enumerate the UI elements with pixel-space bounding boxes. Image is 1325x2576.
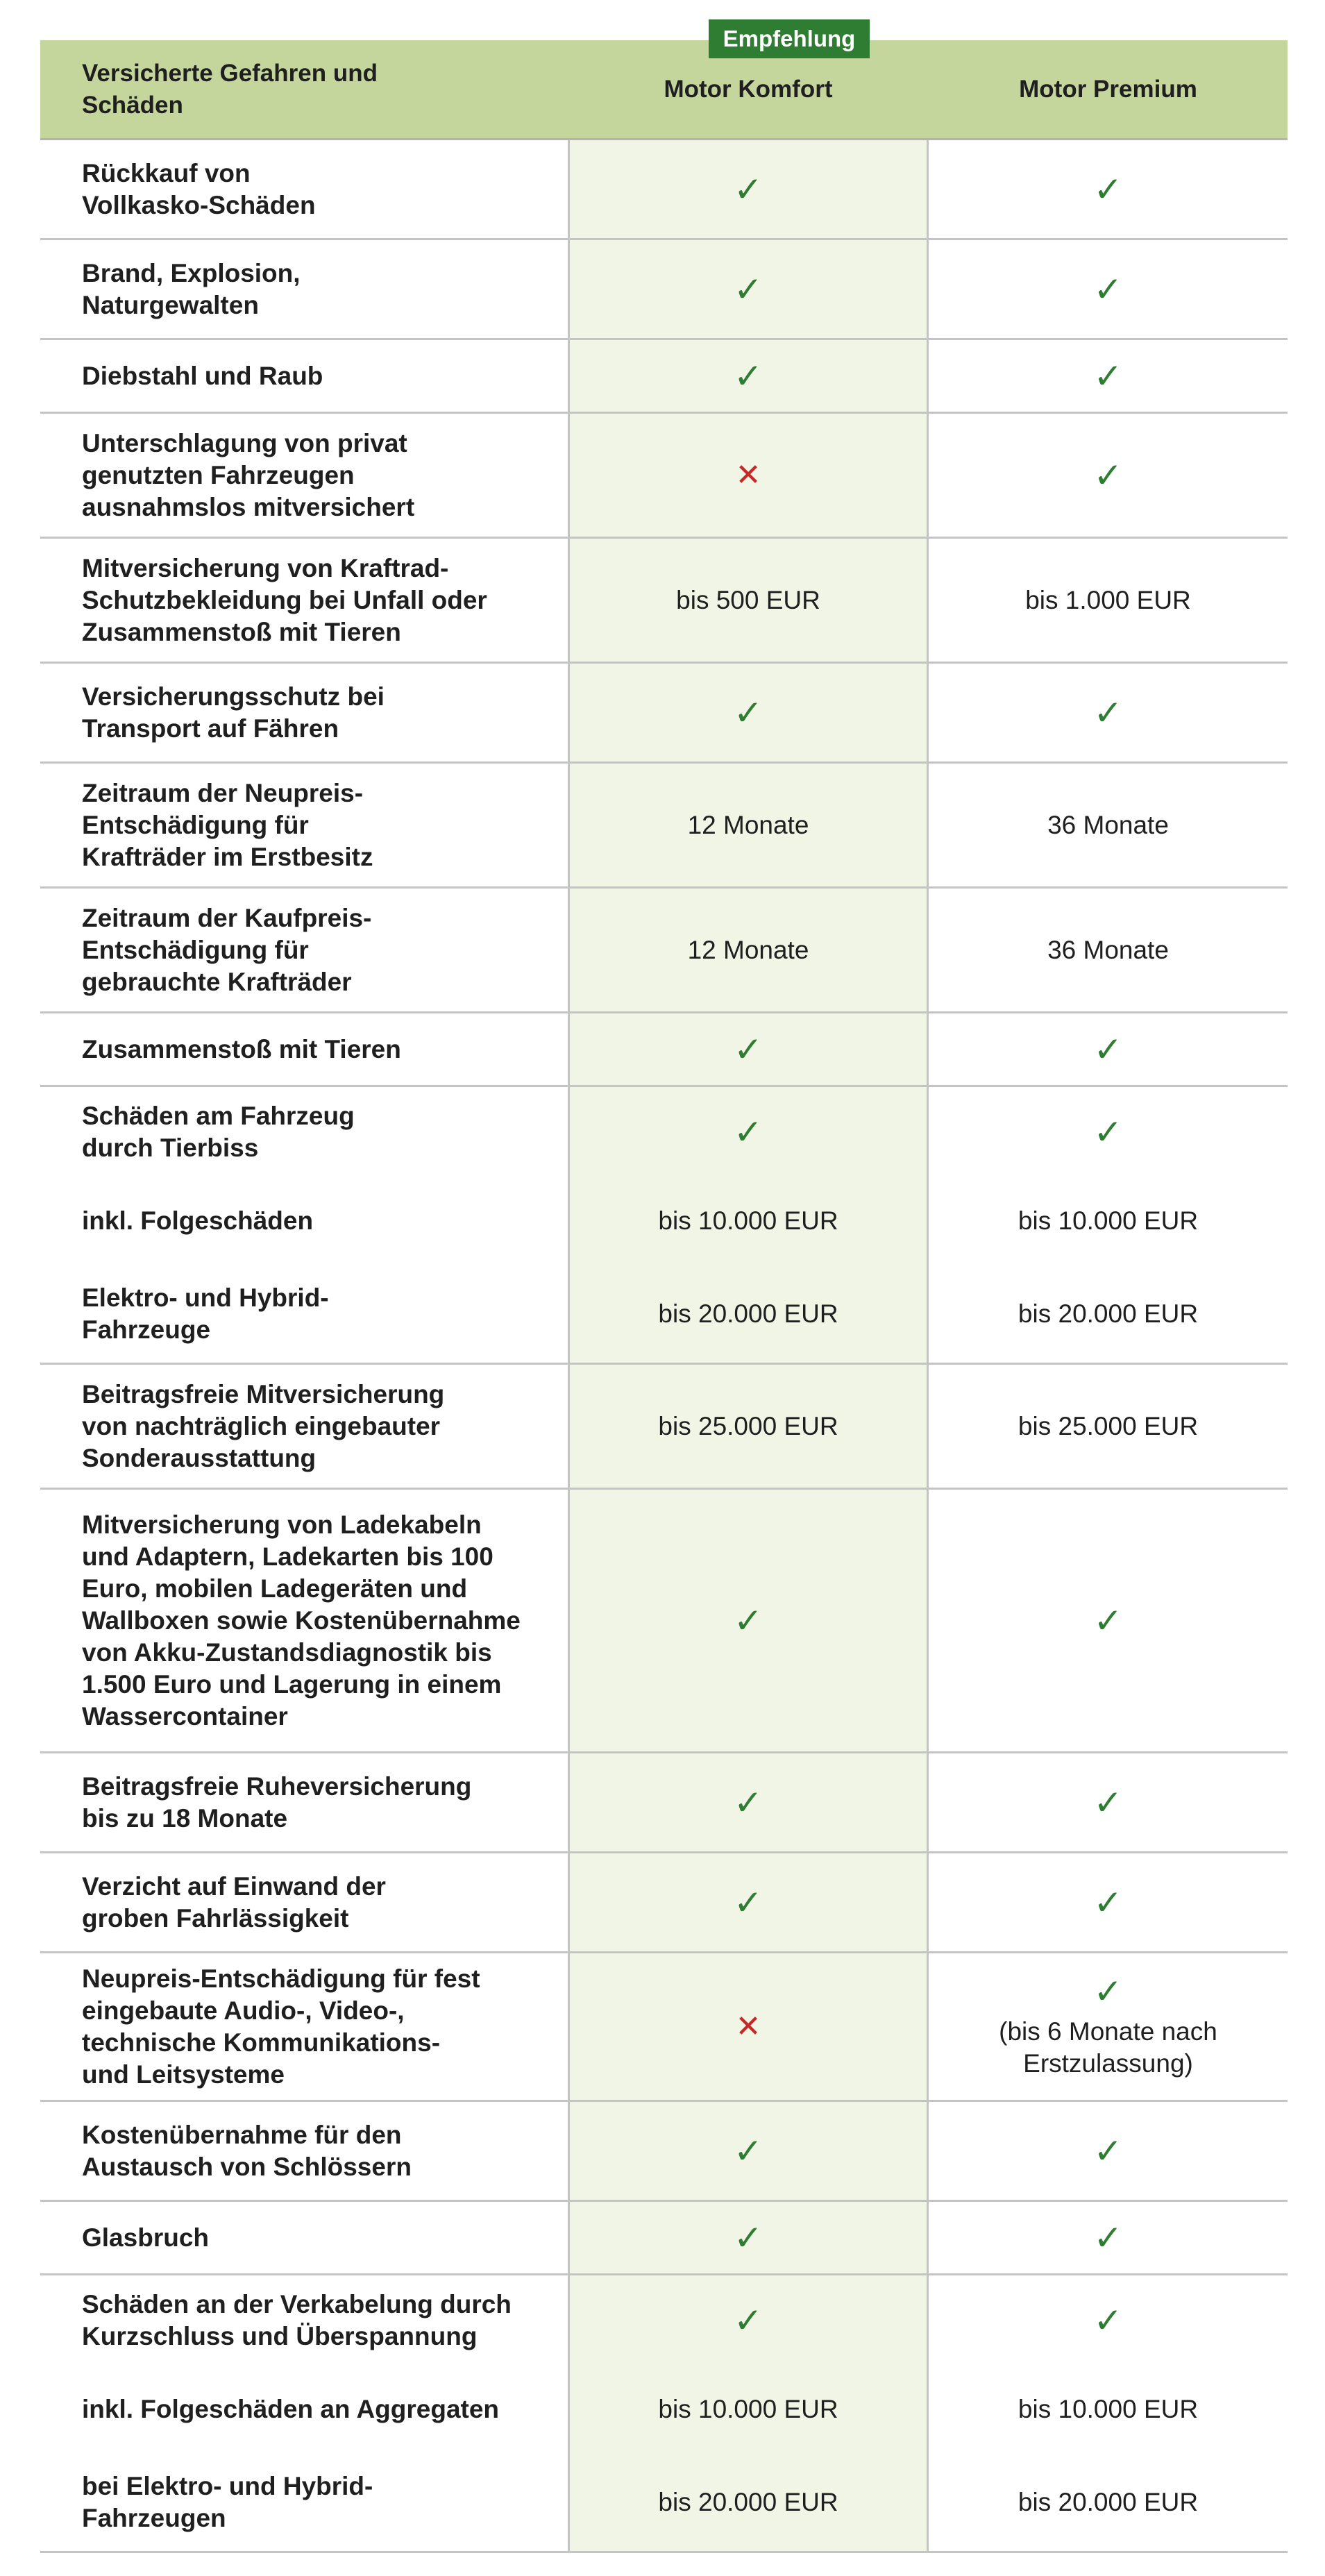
risk-label: Mitversicherung von Ladekabeln und Adaptern, Ladekarten bis 100 Euro, mobilen Ladegeräten und Wallboxen sowie Kostenübernahme von Akku-Zustandsdiagnostik bis 1.500 Euro und Lagerung in einem Wassercontainer (82, 1510, 521, 1731)
risk-label: inkl. Folgeschäden an Aggregaten (82, 2394, 500, 2423)
check-icon: ✓ (1093, 269, 1123, 309)
check-icon: ✓ (734, 693, 763, 732)
check-icon: ✓ (1093, 356, 1123, 396)
sub-row-komfort (658, 2453, 838, 2551)
risk-label-cell (40, 340, 568, 412)
premium-value: bis 10.000 EUR (1018, 1206, 1199, 1235)
check-icon: ✓ (1093, 1783, 1123, 1822)
check-icon: ✓ (1093, 1601, 1123, 1640)
komfort-cell (568, 1490, 929, 1751)
premium-cell (929, 1087, 1288, 1363)
risk-label: Beitragsfreie Ruheversicherung bis zu 18 Monate (82, 1771, 472, 1833)
sub-row-premium (1094, 2275, 1123, 2365)
komfort-cell (568, 2275, 929, 2551)
header-premium-label: Motor Premium (1019, 75, 1197, 103)
risk-label: Neupreis-Entschädigung für fest eingebaute Audio-, Video-, technische Kommunikations- und Leitsysteme (82, 1964, 480, 2089)
sub-row-premium (1094, 1087, 1123, 1177)
komfort-cell (568, 889, 929, 1011)
risk-label-cell (40, 1853, 568, 1951)
risk-label: Unterschlagung von privat genutzten Fahrzeugen ausnahmslos mitversichert (82, 428, 415, 521)
cross-icon: ✕ (735, 2009, 761, 2044)
sub-row-komfort (658, 1265, 838, 1363)
premium-cell (929, 1753, 1288, 1851)
risk-label-cell (40, 1365, 568, 1488)
premium-cell (929, 2102, 1288, 2200)
table-row (40, 1013, 1288, 1087)
risk-label-cell (40, 1087, 568, 1363)
komfort-value: 12 Monate (687, 935, 809, 964)
table-row (40, 1853, 1288, 1953)
premium-cell (929, 1365, 1288, 1488)
sub-row-label (82, 1087, 554, 1177)
risk-label-cell (40, 2202, 568, 2273)
premium-cell (929, 539, 1288, 662)
header-risks-label: Versicherte Gefahren und Schäden (82, 59, 378, 119)
sub-row-label (82, 2453, 554, 2551)
komfort-cell (568, 1013, 929, 1085)
risk-label: Brand, Explosion, Naturgewalten (82, 258, 301, 319)
premium-value: 36 Monate (1047, 935, 1169, 964)
risk-label: Kostenübernahme für den Austausch von Schlössern (82, 2120, 412, 2181)
check-icon: ✓ (734, 2218, 763, 2257)
premium-cell (929, 140, 1288, 238)
risk-label-cell (40, 889, 568, 1011)
komfort-cell (568, 414, 929, 537)
table-row (40, 1753, 1288, 1853)
premium-value: bis 20.000 EUR (1018, 1299, 1199, 1328)
table-row (40, 1365, 1288, 1490)
risk-label: bei Elektro- und Hybrid- Fahrzeugen (82, 2471, 373, 2532)
risk-label: inkl. Folgeschäden (82, 1206, 314, 1235)
check-icon: ✓ (1093, 1971, 1123, 2011)
premium-cell (929, 2202, 1288, 2273)
komfort-cell (568, 1087, 929, 1363)
table-row (40, 140, 1288, 240)
risk-label-cell (40, 2275, 568, 2551)
check-icon: ✓ (734, 1601, 763, 1640)
sub-row-label (82, 1177, 554, 1265)
sub-row-komfort (734, 1087, 763, 1177)
check-icon: ✓ (1093, 1112, 1123, 1152)
komfort-value: bis 10.000 EUR (658, 2394, 838, 2423)
sub-row-premium (1018, 1177, 1198, 1265)
table-row (40, 2102, 1288, 2202)
premium-cell (929, 340, 1288, 412)
komfort-value: bis 10.000 EUR (658, 1206, 838, 1235)
premium-cell (929, 764, 1288, 886)
sub-row-komfort (658, 2365, 838, 2453)
table-row (40, 539, 1288, 664)
table-row (40, 1490, 1288, 1753)
table-row (40, 2202, 1288, 2275)
premium-cell (929, 414, 1288, 537)
check-icon: ✓ (1093, 2131, 1123, 2171)
premium-cell (929, 1853, 1288, 1951)
risk-label-cell (40, 1490, 568, 1751)
check-icon: ✓ (734, 1783, 763, 1822)
risk-label: Mitversicherung von Kraftrad- Schutzbekleidung bei Unfall oder Zusammenstoß mit Tieren (82, 553, 487, 646)
risk-label: Zeitraum der Kaufpreis- Entschädigung für gebrauchte Krafträder (82, 903, 372, 996)
premium-cell (929, 240, 1288, 338)
komfort-cell (568, 664, 929, 761)
sub-row-label (82, 2365, 554, 2453)
risk-label-cell (40, 414, 568, 537)
sub-row-label (82, 1265, 554, 1363)
cross-icon: ✕ (735, 457, 761, 492)
sub-row-komfort (734, 2275, 763, 2365)
komfort-cell (568, 140, 929, 238)
table-row (40, 2275, 1288, 2553)
premium-cell (929, 889, 1288, 1011)
komfort-cell (568, 539, 929, 662)
comparison-table (40, 40, 1288, 2553)
risk-label-cell (40, 1013, 568, 1085)
komfort-cell (568, 1753, 929, 1851)
check-icon: ✓ (1093, 169, 1123, 209)
recommendation-badge: Empfehlung (709, 19, 870, 58)
komfort-value: 12 Monate (687, 810, 809, 839)
komfort-cell (568, 240, 929, 338)
risk-label-cell (40, 140, 568, 238)
risk-label: Zeitraum der Neupreis- Entschädigung für Krafträder im Erstbesitz (82, 778, 373, 871)
komfort-cell (568, 2102, 929, 2200)
sub-row-premium (1018, 2365, 1198, 2453)
premium-cell (929, 1013, 1288, 1085)
komfort-cell (568, 1365, 929, 1488)
risk-label: Schäden an der Verkabelung durch Kurzschluss und Überspannung (82, 2289, 512, 2350)
sub-row-komfort (658, 1177, 838, 1265)
komfort-cell (568, 340, 929, 412)
sub-row-premium (1018, 1265, 1198, 1363)
table-row (40, 1087, 1288, 1365)
check-icon: ✓ (734, 169, 763, 209)
check-icon: ✓ (1093, 1883, 1123, 1922)
check-icon: ✓ (734, 1883, 763, 1922)
komfort-cell (568, 764, 929, 886)
check-icon: ✓ (734, 2131, 763, 2171)
risk-label: Diebstahl und Raub (82, 361, 323, 390)
risk-label-cell (40, 1753, 568, 1851)
komfort-value: bis 25.000 EUR (658, 1411, 838, 1440)
komfort-cell (568, 1853, 929, 1951)
komfort-value: bis 20.000 EUR (658, 2487, 838, 2516)
premium-value: bis 10.000 EUR (1018, 2394, 1199, 2423)
risk-label: Elektro- und Hybrid- Fahrzeuge (82, 1283, 329, 1344)
risk-label: Schäden am Fahrzeug durch Tierbiss (82, 1101, 355, 1162)
komfort-cell (568, 2202, 929, 2273)
table-body (40, 140, 1288, 2553)
risk-label: Versicherungsschutz bei Transport auf Fähren (82, 682, 385, 743)
risk-label: Verzicht auf Einwand der groben Fahrlässigkeit (82, 1871, 386, 1933)
check-icon: ✓ (1093, 455, 1123, 495)
table-row (40, 340, 1288, 414)
check-icon: ✓ (1093, 2218, 1123, 2257)
check-icon: ✓ (734, 269, 763, 309)
check-icon: ✓ (734, 1029, 763, 1069)
premium-cell (929, 1490, 1288, 1751)
risk-label: Rückkauf von Vollkasko-Schäden (82, 158, 316, 219)
premium-value: bis 20.000 EUR (1018, 2487, 1199, 2516)
table-row (40, 764, 1288, 889)
premium-cell (929, 664, 1288, 761)
komfort-value: bis 20.000 EUR (658, 1299, 838, 1328)
table-row (40, 240, 1288, 340)
check-icon: ✓ (734, 1112, 763, 1152)
risk-label-cell (40, 664, 568, 761)
table-row (40, 889, 1288, 1013)
header-col-risks (40, 40, 568, 138)
premium-note: (bis 6 Monate nach Erstzulassung) (999, 2017, 1217, 2078)
table-row (40, 1953, 1288, 2102)
risk-label-cell (40, 764, 568, 886)
table-header (40, 40, 1288, 140)
check-icon: ✓ (1093, 693, 1123, 732)
risk-label: Zusammenstoß mit Tieren (82, 1034, 401, 1063)
premium-value: bis 1.000 EUR (1025, 585, 1191, 614)
table-row (40, 414, 1288, 539)
risk-label: Beitragsfreie Mitversicherung von nachträglich eingebauter Sonderausstattung (82, 1379, 445, 1472)
risk-label: Glasbruch (82, 2223, 209, 2252)
check-icon: ✓ (734, 2300, 763, 2340)
check-icon: ✓ (1093, 2300, 1123, 2340)
header-komfort-label: Motor Komfort (664, 75, 833, 103)
komfort-value: bis 500 EUR (676, 585, 820, 614)
premium-cell (929, 1953, 1288, 2100)
premium-cell (929, 2275, 1288, 2551)
risk-label-cell (40, 1953, 568, 2100)
check-icon: ✓ (734, 356, 763, 396)
komfort-cell (568, 1953, 929, 2100)
table-row (40, 664, 1288, 764)
check-icon: ✓ (1093, 1029, 1123, 1069)
premium-value: bis 25.000 EUR (1018, 1411, 1199, 1440)
premium-value: 36 Monate (1047, 810, 1169, 839)
sub-row-label (82, 2275, 554, 2365)
sub-row-premium (1018, 2453, 1198, 2551)
header-col-premium (929, 40, 1288, 138)
risk-label-cell (40, 240, 568, 338)
risk-label-cell (40, 539, 568, 662)
risk-label-cell (40, 2102, 568, 2200)
